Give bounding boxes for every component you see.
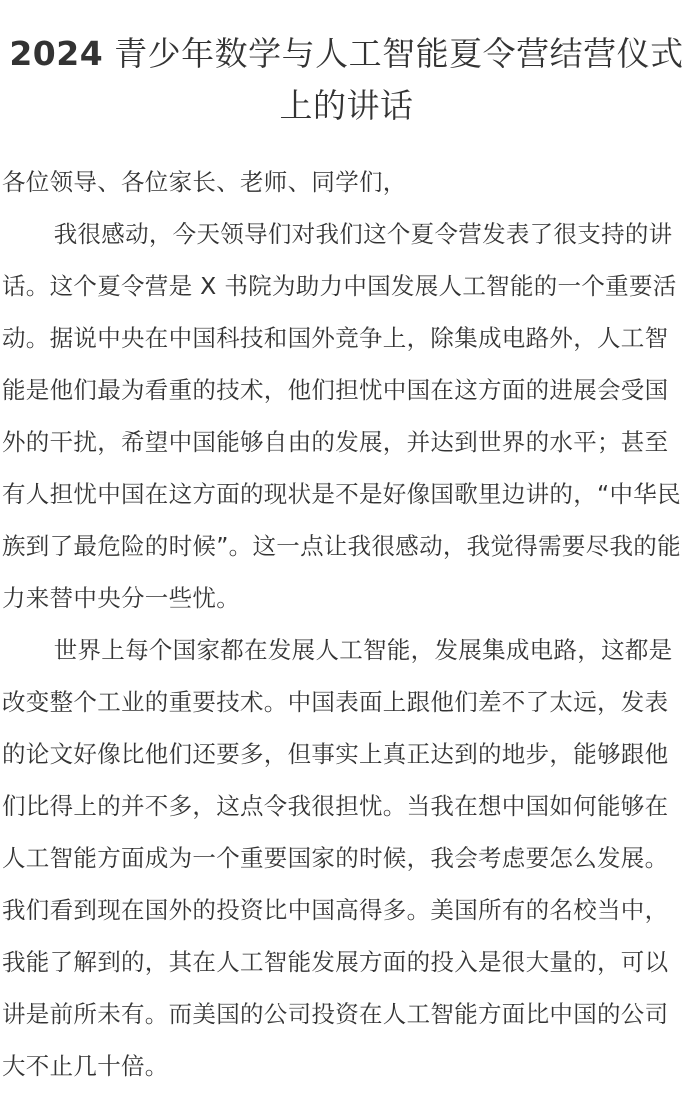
- document-body: [2, 156, 690, 1092]
- title-year: 2024: [9, 34, 104, 73]
- paragraph-2: 世界上每个国家都在发展人工智能，发展集成电路，这都是改变整个工业的重要技术。中国表面上跟他们差不了太远，发表的论文好像比他们还要多，但事实上真正达到的地步，能够跟他们比得上的并不多，这点令我很担忧。当我在想中国如何能够在人工智能方面成为一个重要国家的时候，我会考虑要怎么发展。我们看到现在国外的投资比中国高得多。美国所有的名校当中，我能了解到的，其在人工智能发展方面的投入是很大量的，可以讲是前所未有。而美国的公司投资在人工智能方面比中国的公司大不止几十倍。: [2, 636, 673, 1080]
- greeting-line: 各位领导、各位家长、老师、同学们，: [2, 168, 407, 196]
- document-title: [7, 28, 687, 132]
- title-text: 青少年数学与人工智能夏令营结营仪式上的讲话: [103, 34, 684, 125]
- paragraph-1: 我很感动，今天领导们对我们这个夏令营发表了很支持的讲话。这个夏令营是 X 书院为助力中国发展人工智能的一个重要活动。据说中央在中国科技和国外竞争上，除集成电路外，人工智能是他们最为看重的技术，他们担忧中国在这方面的进展会受国外的干扰，希望中国能够自由的发展，并达到世界的水平；甚至有人担忧中国在这方面的现状是不是好像国歌里边讲的，“中华民族到了最危险的时候”。这一点让我很感动，我觉得需要尽我的能力来替中央分一些忧。: [2, 220, 681, 612]
